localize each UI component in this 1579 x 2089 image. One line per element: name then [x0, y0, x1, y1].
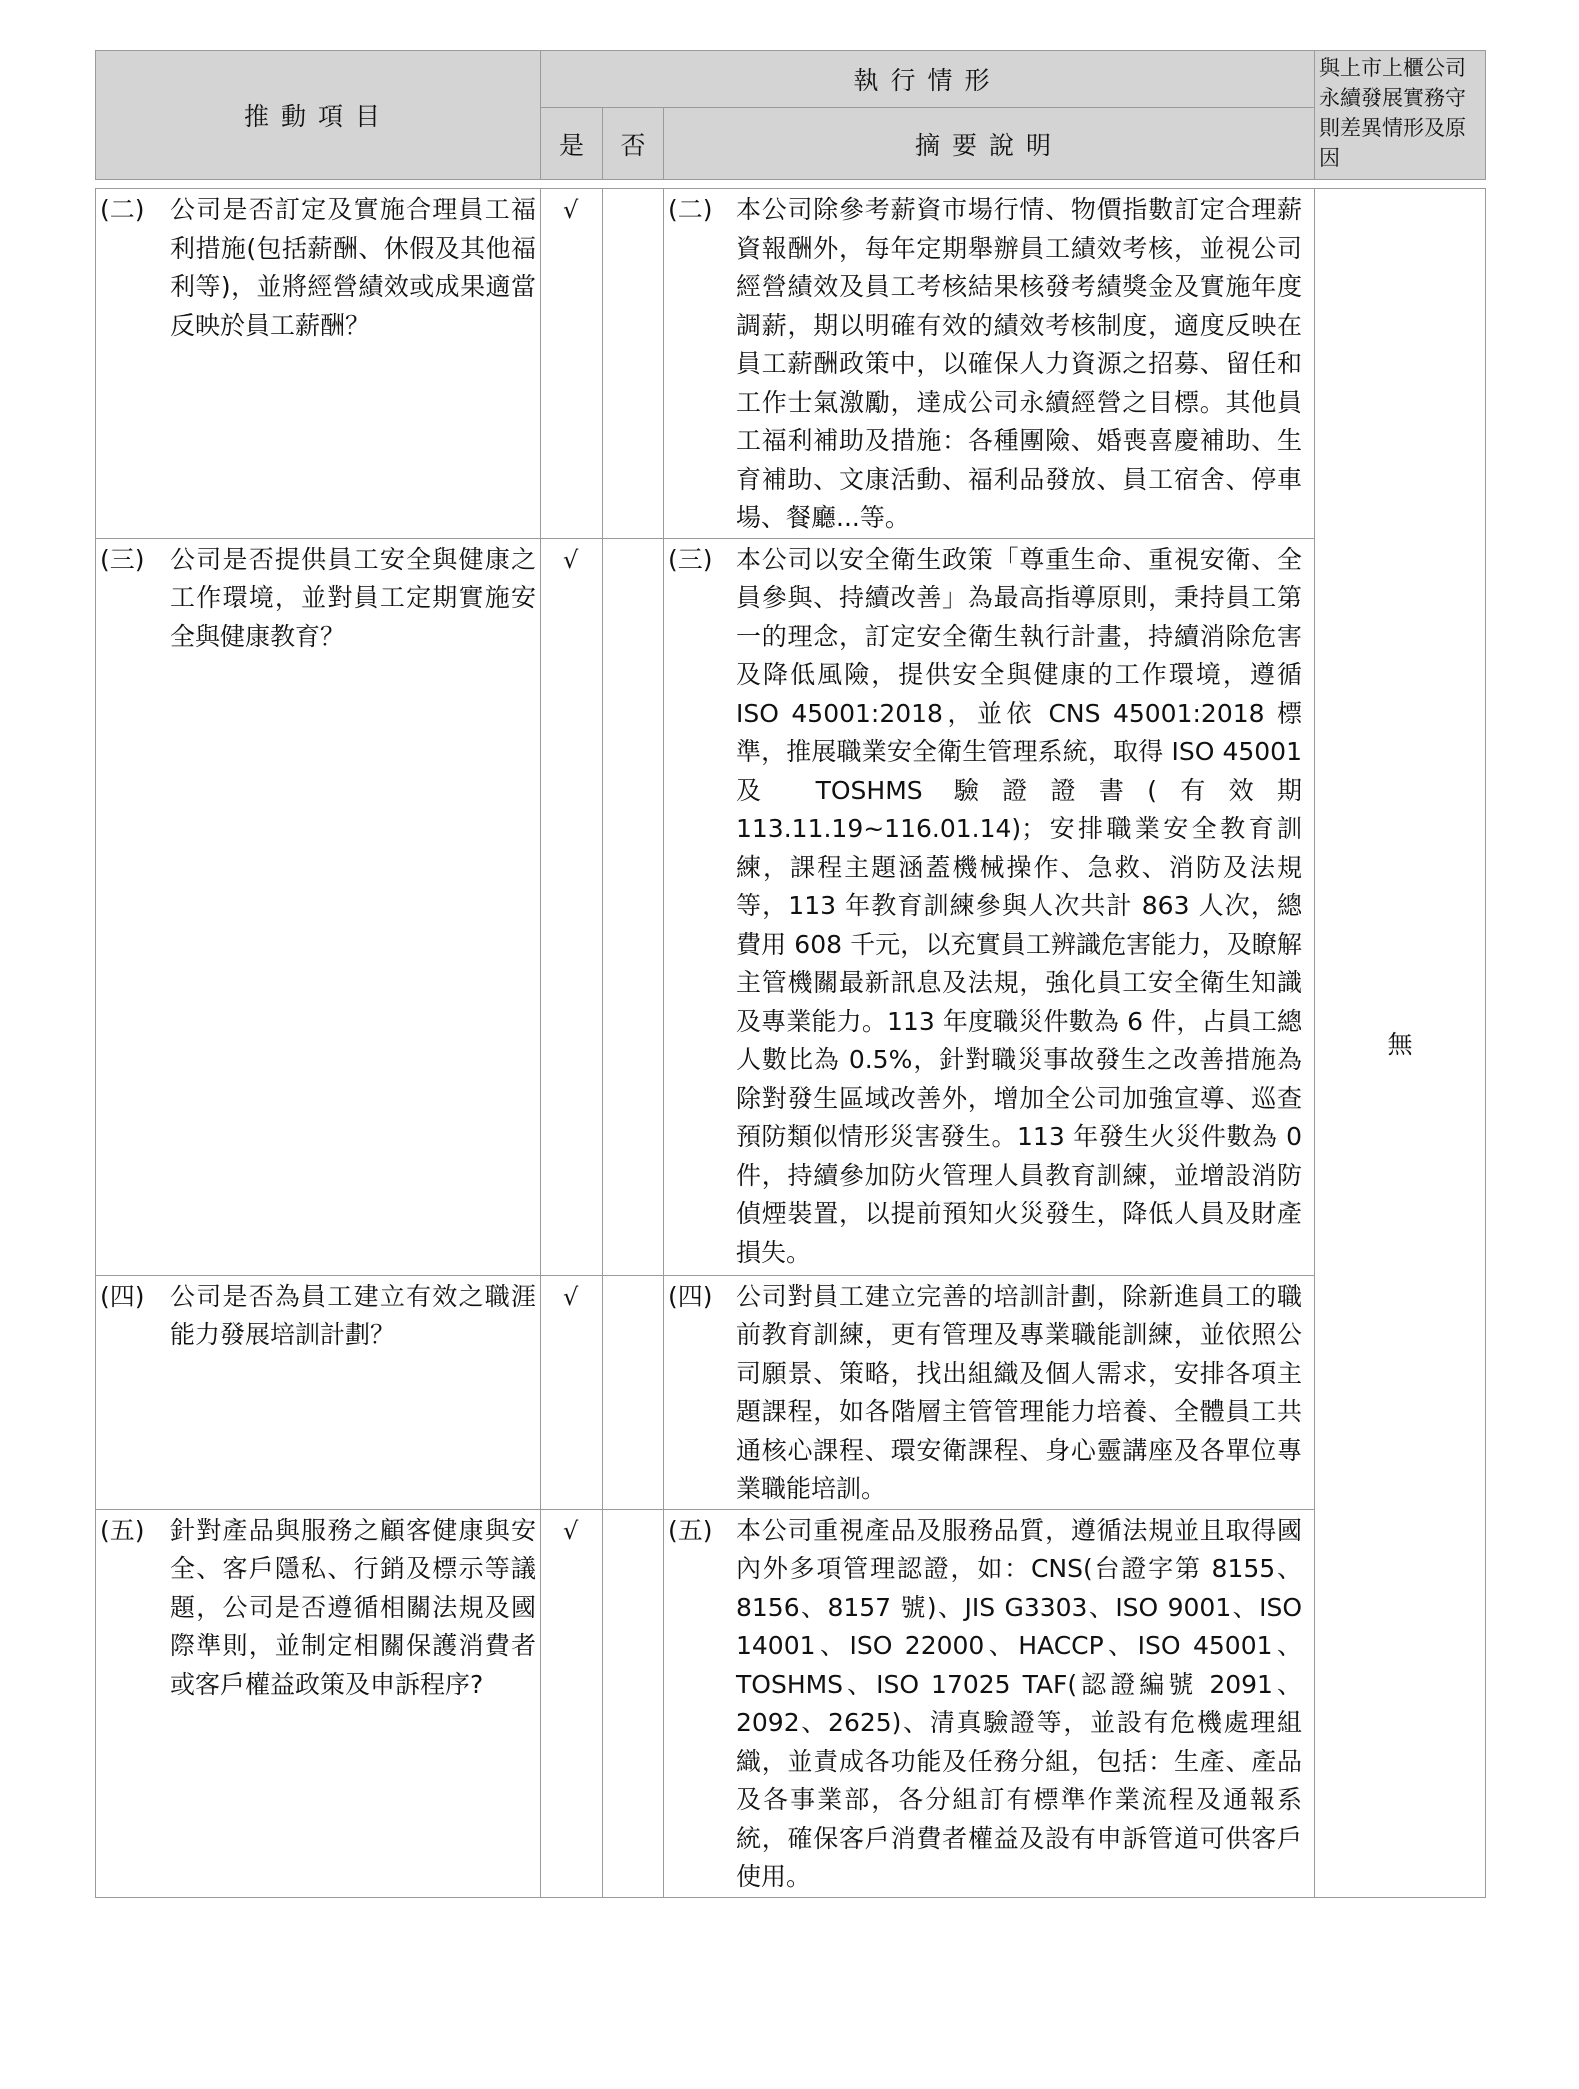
governance-table-page: [95, 50, 1485, 1898]
summary-number: (五): [668, 1515, 713, 1545]
item-number: (三): [100, 544, 145, 574]
table-row: [96, 538, 1486, 1275]
no-check: [603, 189, 663, 191]
summary-text: 本公司除參考薪資市場行情、物價指數訂定合理薪資報酬外，每年定期舉辦員工績效考核，並視公司經營績效及員工考核結果核發考績獎金及實施年度調薪，期以明確有效的績效考核制度，適度反映在員工薪酬政策中，以確保人力資源之招募、留任和工作士氣激勵，達成公司永續經營之目標。其他員工福利補助及措施：各種團險、婚喪喜慶補助、生育補助、文康活動、福利品發放、員工宿舍、停車場、餐廳...等。: [736, 195, 1302, 532]
sustainability-table: [95, 50, 1486, 1898]
header-no: 否: [603, 108, 664, 180]
item-question: 公司是否訂定及實施合理員工福利措施(包括薪酬、休假及其他福利等)，並將經營績效或成果適當反映於員工薪酬？: [170, 195, 536, 340]
item-question: 公司是否為員工建立有效之職涯能力發展培訓計劃？: [170, 1281, 536, 1349]
header-exec: 執行情形: [541, 51, 1315, 108]
header-diff: 與上市上櫃公司永續發展實務守則差異情形及原因: [1315, 51, 1486, 180]
item-question: 針對產品與服務之顧客健康與安全、客戶隱私、行銷及標示等議題，公司是否遵循相關法規及國際準則，並制定相關保護消費者或客戶權益政策及申訴程序?: [170, 1515, 536, 1699]
no-check: [603, 1510, 663, 1512]
header-item: 推動項目: [96, 51, 541, 180]
table-row: [96, 1509, 1486, 1897]
item-number: (四): [100, 1281, 145, 1311]
item-number: (二): [100, 195, 145, 224]
table-row: [96, 189, 1486, 539]
no-check: [603, 1276, 663, 1278]
summary-number: (四): [668, 1281, 713, 1311]
yes-check: √: [563, 1516, 579, 1545]
header-summary: 摘要說明: [664, 108, 1315, 180]
yes-check: √: [563, 196, 579, 224]
item-number: (五): [100, 1515, 145, 1545]
summary-number: (三): [668, 544, 713, 574]
summary-text: 公司對員工建立完善的培訓計劃，除新進員工的職前教育訓練，更有管理及專業職能訓練，並依照公司願景、策略，找出組織及個人需求，安排各項主題課程，如各階層主管管理能力培養、全體員工共通核心課程、環安衛課程、身心靈講座及各單位專業職能培訓。: [736, 1281, 1302, 1503]
summary-text: 本公司重視產品及服務品質，遵循法規並且取得國內外多項管理認證，如：CNS(台證字第 8155、8156、8157 號)、JIS G3303、ISO 9001、ISO 14001、ISO 22000、HACCP、ISO 45001、TOSHMS、ISO 17025 TAF(認證編號 2091、2092、2625)、清真驗證等，並設有危機處理組織，並責成各功能及任務分組，包括：生產、產品及各事業部，各分組訂有標準作業流程及通報系統，確保客戶消費者權益及設有申訴管道可供客戶使用。: [736, 1515, 1302, 1891]
summary-number: (二): [668, 195, 713, 224]
summary-text: 本公司以安全衛生政策「尊重生命、重視安衛、全員參與、持續改善」為最高指導原則，秉持員工第一的理念，訂定安全衛生執行計畫，持續消除危害及降低風險，提供安全與健康的工作環境，遵循 ISO 45001:2018，並依 CNS 45001:2018 標準，推展職業安全衛生管理系統，取得 ISO 45001 及 TOSHMS 驗證證書(有效期 113.11.19~116.01.14)；安排職業安全教育訓練，課程主題涵蓋機械操作、急救、消防及法規等，113 年教育訓練參與人次共計 863 人次，總費用 608 千元，以充實員工辨識危害能力，及瞭解主管機關最新訊息及法規，強化員工安全衛生知識及專業能力。113 年度職災件數為 6 件，占員工總人數比為 0.5%，針對職災事故發生之改善措施為除對發生區域改善外，增加全公司加強宣導、巡查預防類似情形災害發生。113 年發生火災件數為 0 件，持續參加防火管理人員教育訓練，並增設消防偵煙裝置，以提前預知火災發生，降低人員及財產損失。: [736, 544, 1302, 1267]
header-yes: 是: [541, 108, 603, 180]
item-question: 公司是否提供員工安全與健康之工作環境，並對員工定期實施安全與健康教育？: [170, 544, 536, 651]
diff-value: 無: [1315, 189, 1486, 1898]
yes-check: √: [563, 545, 579, 574]
table-row: [96, 1275, 1486, 1509]
yes-check: √: [563, 1282, 579, 1311]
no-check: [603, 539, 663, 541]
